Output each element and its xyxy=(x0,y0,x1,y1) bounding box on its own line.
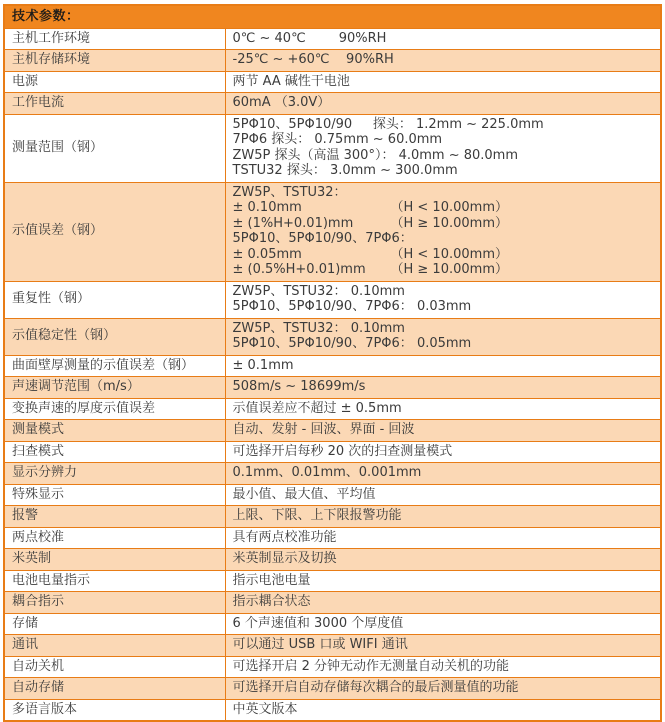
param-name-cell: 报警 xyxy=(4,506,225,528)
param-value-cell xyxy=(225,355,661,377)
value-line: 60mA （3.0V） xyxy=(232,95,331,110)
param-value-cell xyxy=(225,93,661,115)
param-value-cell xyxy=(225,50,661,72)
value-line: 示值误差应不超过 ± 0.5mm xyxy=(232,400,402,416)
table-title: 技术参数： xyxy=(4,5,661,28)
table-row xyxy=(4,420,661,442)
value-line: ± 0.1mm xyxy=(232,357,294,373)
value-line-right: （H ≥ 10.00mm） xyxy=(390,262,508,277)
param-name-cell: 主机工作环境 xyxy=(4,28,225,50)
value-line: 7PΦ6 探头： 0.75mm ~ 60.0mm xyxy=(232,132,443,147)
table-row xyxy=(4,182,661,281)
value-line: TSTU32 探头： 3.0mm ~ 300.0mm xyxy=(232,163,458,178)
param-name-cell: 自动关机 xyxy=(4,656,225,678)
value-line: 指示耦合状态 xyxy=(232,594,311,609)
value-line: 上限、下限、上下限报警功能 xyxy=(232,508,402,523)
table-row xyxy=(4,656,661,678)
param-value-cell xyxy=(225,281,661,318)
param-name-cell: 工作电流 xyxy=(4,93,225,115)
value-line: 0.1mm、0.01mm、0.001mm xyxy=(232,465,422,480)
param-name-cell: 电源 xyxy=(4,71,225,93)
value-line: 5PΦ10、5PΦ10/90、7PΦ6： 0.03mm xyxy=(232,299,472,314)
value-line: ZW5P、TSTU32： 0.10mm xyxy=(232,283,405,299)
value-line: 自动、发射 - 回波、界面 - 回波 xyxy=(232,422,415,437)
param-name-cell: 曲面壁厚测量的示值误差（钢） xyxy=(4,355,225,377)
value-line-right: （H < 10.00mm） xyxy=(390,200,508,215)
value-line: ZW5P、TSTU32： 0.10mm xyxy=(232,320,405,336)
value-line-left: ± (0.5%H+0.01)mm xyxy=(232,262,366,277)
value-line: 5PΦ10、5PΦ10/90、7PΦ6： xyxy=(232,231,413,246)
param-name-cell: 测量模式 xyxy=(4,420,225,442)
value-line: 可选择开启每秒 20 次的扫查测量模式 xyxy=(232,443,453,459)
value-line: 5PΦ10、5PΦ10/90 探头： 1.2mm ~ 225.0mm xyxy=(232,116,544,132)
table-row xyxy=(4,506,661,528)
value-line: 5PΦ10、5PΦ10/90、7PΦ6： 0.05mm xyxy=(232,336,472,351)
param-value-cell xyxy=(225,570,661,592)
param-value-cell xyxy=(225,635,661,657)
param-value-cell xyxy=(225,182,661,281)
value-line-right: （H < 10.00mm） xyxy=(390,246,508,262)
param-name-cell: 米英制 xyxy=(4,549,225,571)
table-row xyxy=(4,114,661,182)
value-line: 指示电池电量 xyxy=(232,572,311,588)
value-line: ZW5P 探头（高温 300°）： 4.0mm ~ 80.0mm xyxy=(232,147,519,163)
table-row xyxy=(4,570,661,592)
table-row xyxy=(4,93,661,115)
param-name-cell: 示值误差（钢） xyxy=(4,182,225,281)
param-value-cell xyxy=(225,377,661,399)
param-name-cell: 多语言版本 xyxy=(4,699,225,721)
param-value-cell xyxy=(225,318,661,355)
value-line-left: ± 0.05mm xyxy=(232,246,302,262)
param-value-cell xyxy=(225,549,661,571)
table-row xyxy=(4,635,661,657)
table-row xyxy=(4,71,661,93)
table-row xyxy=(4,28,661,50)
param-value-cell xyxy=(225,506,661,528)
value-line xyxy=(233,262,654,278)
spec-table-body xyxy=(4,5,661,721)
param-name-cell: 声速调节范围（m/s） xyxy=(4,377,225,399)
table-row xyxy=(4,50,661,72)
table-row xyxy=(4,318,661,355)
value-line xyxy=(233,200,654,216)
table-row xyxy=(4,463,661,485)
param-value-cell xyxy=(225,441,661,463)
param-value-cell xyxy=(225,592,661,614)
param-name-cell: 扫查模式 xyxy=(4,441,225,463)
table-row xyxy=(4,281,661,318)
value-line: 508m/s ~ 18699m/s xyxy=(232,379,366,394)
value-line: 米英制显示及切换 xyxy=(232,551,337,566)
table-title-row xyxy=(4,5,661,28)
table-row xyxy=(4,678,661,700)
param-name-cell: 电池电量指示 xyxy=(4,570,225,592)
param-name-cell: 两点校准 xyxy=(4,527,225,549)
param-name-cell: 自动存储 xyxy=(4,678,225,700)
spec-table xyxy=(3,4,662,722)
value-line: 具有两点校准功能 xyxy=(232,529,337,545)
param-name-cell: 变换声速的厚度示值误差 xyxy=(4,398,225,420)
value-line xyxy=(233,247,654,263)
value-line-left: ± (1%H+0.01)mm xyxy=(232,215,354,231)
value-line: ZW5P、TSTU32： xyxy=(232,184,347,200)
param-value-cell xyxy=(225,656,661,678)
value-line: -25℃ ~ +60℃ 90%RH xyxy=(232,52,394,67)
table-row xyxy=(4,699,661,721)
param-value-cell xyxy=(225,613,661,635)
value-line-left: ± 0.10mm xyxy=(232,200,302,215)
value-line: 最小值、最大值、平均值 xyxy=(232,486,376,502)
value-line: 可选择开启自动存储每次耦合的最后测量值的功能 xyxy=(232,680,519,695)
param-name-cell: 显示分辨力 xyxy=(4,463,225,485)
value-line: 可以通过 USB 口或 WIFI 通讯 xyxy=(232,637,408,652)
param-value-cell xyxy=(225,699,661,721)
param-name-cell: 存储 xyxy=(4,613,225,635)
table-row xyxy=(4,441,661,463)
param-value-cell xyxy=(225,527,661,549)
param-value-cell xyxy=(225,678,661,700)
param-value-cell xyxy=(225,28,661,50)
param-value-cell xyxy=(225,463,661,485)
value-line: 6 个声速值和 3000 个厚度值 xyxy=(232,615,404,631)
param-value-cell xyxy=(225,71,661,93)
param-value-cell xyxy=(225,484,661,506)
table-row xyxy=(4,355,661,377)
value-line-right: （H ≥ 10.00mm） xyxy=(390,215,508,231)
param-name-cell: 特殊显示 xyxy=(4,484,225,506)
value-line: 中英文版本 xyxy=(232,701,298,717)
value-line xyxy=(233,216,654,232)
table-row xyxy=(4,398,661,420)
table-row xyxy=(4,377,661,399)
param-name-cell: 示值稳定性（钢） xyxy=(4,318,225,355)
param-name-cell: 耦合指示 xyxy=(4,592,225,614)
param-name-cell: 测量范围（钢） xyxy=(4,114,225,182)
table-row xyxy=(4,592,661,614)
param-value-cell xyxy=(225,398,661,420)
value-line: 0℃ ~ 40℃ 90%RH xyxy=(232,30,387,46)
param-name-cell: 通讯 xyxy=(4,635,225,657)
table-row xyxy=(4,613,661,635)
param-value-cell xyxy=(225,114,661,182)
table-row xyxy=(4,549,661,571)
table-row xyxy=(4,484,661,506)
param-name-cell: 重复性（钢） xyxy=(4,281,225,318)
param-name-cell: 主机存储环境 xyxy=(4,50,225,72)
value-line: 两节 AA 碱性干电池 xyxy=(232,73,350,89)
param-value-cell xyxy=(225,420,661,442)
value-line: 可选择开启 2 分钟无动作无测量自动关机的功能 xyxy=(232,658,510,674)
table-row xyxy=(4,527,661,549)
